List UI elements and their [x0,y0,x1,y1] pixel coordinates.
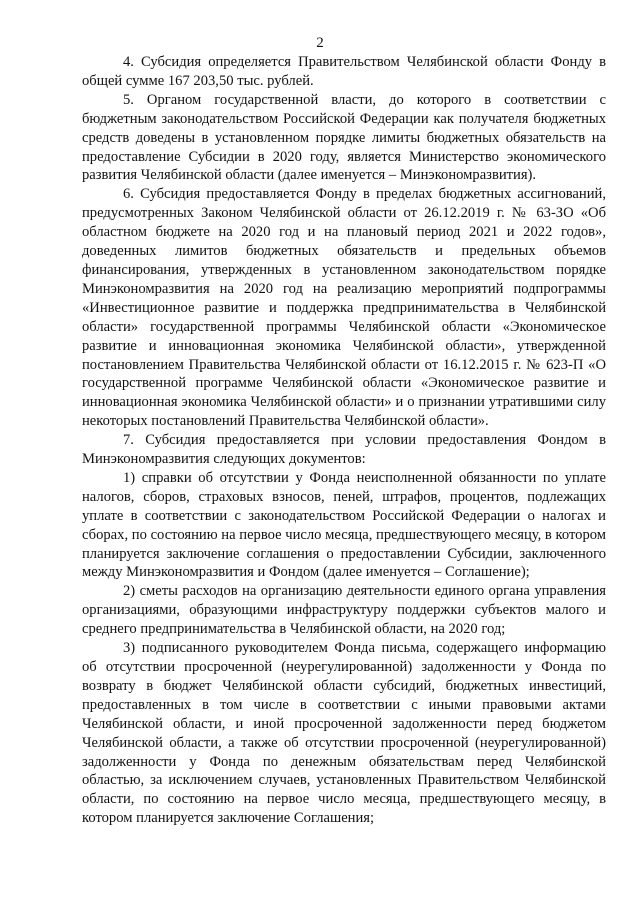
page-number: 2 [316,35,324,51]
paragraph-5: 5. Органом государственной власти, до которого в соответствии с бюджетным законодательством Российской Федерации как получателя бюджетных средств доведены в установленном порядке лимиты бюджетных обязательств на предоставление Субсидии в 2020 году, является Министерство экономического развития Челябинской области (далее именуется – Минэкономразвития). [82,91,606,184]
list-item-2: 2) сметы расходов на организацию деятельности единого органа управления организациями, образующими инфраструктуру поддержки субъектов малого и среднего предпринимательства в Челябинской области, на 2020 год; [82,583,606,638]
paragraph-6: 6. Субсидия предоставляется Фонду в пределах бюджетных ассигнований, предусмотренных Законом Челябинской области от 26.12.2019 г. № 63-ЗО «Об областном бюджете на 2020 год и на плановый период 2021 и 2022 годов», доведенных лимитов бюджетных обязательств и предельных объемов финансирования, утвержденных в установленном законодательством порядке Минэкономразвития на 2020 год на реализацию мероприятий подпрограммы «Инвестиционное развитие и поддержка предпринимательства в Челябинской области» государственной программы Челябинской области «Экономическое развитие и инновационная экономика Челябинской области», утвержденной постановлением Правительства Челябинской области от 16.12.2015 г. № 623-П «О государственной программе Челябинской области «Экономическое развитие и инновационная экономика Челябинской области» и о признании утратившими силу некоторых постановлений Правительства Челябинской области». [82,186,606,430]
paragraph-7: 7. Субсидия предоставляется при условии предоставления Фондом в Минэкономразвития следующих документов: [82,432,606,468]
paragraph-4: 4. Субсидия определяется Правительством Челябинской области Фонду в общей сумме 167 203,50 тыс. рублей. [82,54,606,89]
list-item-1: 1) справки об отсутствии у Фонда неисполненной обязанности по уплате налогов, сборов, страховых взносов, пеней, штрафов, процентов, подлежащих уплате в соответствии с законодательством Российской Федерации о налогах и сборах, по состоянию на первое число месяца, предшествующего месяцу, в котором планируется заключение соглашения о предоставлении Субсидии, заключенного между Минэкономразвития и Фондом (далее именуется – Соглашение); [82,469,606,581]
document-body [82,53,606,828]
list-item-3: 3) подписанного руководителем Фонда письма, содержащего информацию об отсутствии просроченной (неурегулированной) задолженности у Фонда по возврату в бюджет Челябинской области субсидий, бюджетных инвестиций, предоставленных в том числе в соответствии с иными правовыми актами Челябинской области, и иной просроченной задолженности перед бюджетом Челябинской области, а также об отсутствии просроченной (неурегулированной) задолженности у Фонда по денежным обязательствам перед Челябинской областью, за исключением случаев, установленных Правительством Челябинской области, по состоянию на первое число месяца, предшествующего месяцу, в котором планируется заключение Соглашения; [82,640,606,827]
